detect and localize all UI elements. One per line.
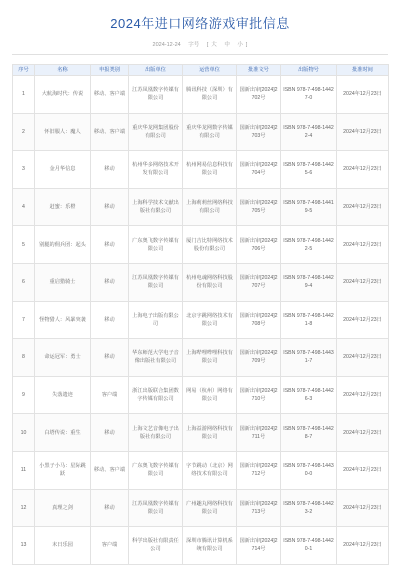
row-number-cell: 5 xyxy=(13,226,35,264)
table-row xyxy=(13,188,389,226)
table-row xyxy=(13,527,389,565)
font-size-large-button[interactable]: 大 xyxy=(211,42,217,48)
publisher-cell: 华东师范大学电子音像出版社有限公司 xyxy=(129,339,183,377)
table-row xyxy=(13,76,389,114)
operator-cell: 字节跳动（北京）网络技术有限公司 xyxy=(183,451,237,489)
operator-cell: 重庆华龙网数字传媒有限公司 xyxy=(183,113,237,151)
approval-number-cell: 国新出审[2024]2703号 xyxy=(237,113,281,151)
category-cell: 移动、客户端 xyxy=(91,451,129,489)
approval-date-cell: 2024年12月23日 xyxy=(337,489,389,527)
game-name-cell: 真理之剑 xyxy=(35,489,91,527)
isbn-cell: ISBN 978-7-498-14422-5 xyxy=(281,226,337,264)
approval-date-cell: 2024年12月23日 xyxy=(337,451,389,489)
publisher-cell: 浙江出版联合集团数字传媒有限公司 xyxy=(129,376,183,414)
column-header: 批准时间 xyxy=(337,65,389,76)
operator-cell: 上海哔哩哔哩科技有限公司 xyxy=(183,339,237,377)
category-cell: 移动 xyxy=(91,339,129,377)
approval-date-cell: 2024年12月23日 xyxy=(337,226,389,264)
operator-cell: 网易（杭州）网络有限公司 xyxy=(183,376,237,414)
isbn-cell: ISBN 978-7-498-14427-0 xyxy=(281,76,337,114)
operator-cell: 广州趣丸网络科技有限公司 xyxy=(183,489,237,527)
approval-number-cell: 国新出审[2024]2710号 xyxy=(237,376,281,414)
game-name-cell: 命运冠军：勇士 xyxy=(35,339,91,377)
isbn-cell: ISBN 978-7-498-14426-3 xyxy=(281,376,337,414)
column-header: 申报类别 xyxy=(91,65,129,76)
approval-number-cell: 国新出审[2024]2708号 xyxy=(237,301,281,339)
table-row xyxy=(13,451,389,489)
publisher-cell: 江苏凤凰数字传媒有限公司 xyxy=(129,263,183,301)
isbn-cell: ISBN 978-7-498-14429-4 xyxy=(281,263,337,301)
table-row xyxy=(13,339,389,377)
approval-number-cell: 国新出审[2024]2709号 xyxy=(237,339,281,377)
publisher-cell: 广东奥飞数字传媒有限公司 xyxy=(129,451,183,489)
table-row xyxy=(13,414,389,452)
operator-cell: 杭州网易信息科技有限公司 xyxy=(183,151,237,189)
category-cell: 移动 xyxy=(91,414,129,452)
table-body xyxy=(13,76,389,565)
isbn-cell: ISBN 978-7-498-14419-5 xyxy=(281,188,337,226)
isbn-cell: ISBN 978-7-498-14431-7 xyxy=(281,339,337,377)
game-name-cell: 怀旧服人：魔人 xyxy=(35,113,91,151)
approval-date-cell: 2024年12月23日 xyxy=(337,188,389,226)
game-name-cell: 失落遗迹 xyxy=(35,376,91,414)
row-number-cell: 10 xyxy=(13,414,35,452)
row-number-cell: 9 xyxy=(13,376,35,414)
operator-cell: 北京字跳网络技术有限公司 xyxy=(183,301,237,339)
approval-number-cell: 国新出审[2024]2707号 xyxy=(237,263,281,301)
publisher-cell: 上海电子出版有限公司 xyxy=(129,301,183,339)
isbn-cell: ISBN 978-7-498-14430-0 xyxy=(281,451,337,489)
table-row xyxy=(13,113,389,151)
column-header: 批准文号 xyxy=(237,65,281,76)
approval-number-cell: 国新出审[2024]2706号 xyxy=(237,226,281,264)
approval-date-cell: 2024年12月23日 xyxy=(337,414,389,452)
game-name-cell: 金月华信息 xyxy=(35,151,91,189)
operator-cell: 上海益游网络科技有限公司 xyxy=(183,414,237,452)
row-number-cell: 3 xyxy=(13,151,35,189)
publisher-cell: 上海文艺音像电子出版社有限公司 xyxy=(129,414,183,452)
category-cell: 移动、客户端 xyxy=(91,113,129,151)
table-row xyxy=(13,301,389,339)
publisher-cell: 重庆华龙网集团股份有限公司 xyxy=(129,113,183,151)
approval-number-cell: 国新出审[2024]2705号 xyxy=(237,188,281,226)
row-number-cell: 6 xyxy=(13,263,35,301)
category-cell: 移动 xyxy=(91,226,129,264)
column-header: 名称 xyxy=(35,65,91,76)
game-name-cell: 重启猎骑士 xyxy=(35,263,91,301)
isbn-cell: ISBN 978-7-498-14421-8 xyxy=(281,301,337,339)
row-number-cell: 13 xyxy=(13,527,35,565)
publisher-cell: 广东奥飞数字传媒有限公司 xyxy=(129,226,183,264)
publisher-cell: 江苏凤凰数字传媒有限公司 xyxy=(129,76,183,114)
game-name-cell: 末日乐园 xyxy=(35,527,91,565)
publisher-cell: 科学出版社有限责任公司 xyxy=(129,527,183,565)
operator-cell: 深圳市腾讯计算机系统有限公司 xyxy=(183,527,237,565)
publisher-cell: 杭州华多网络技术开发有限公司 xyxy=(129,151,183,189)
row-number-cell: 12 xyxy=(13,489,35,527)
game-name-cell: 别腿的佣兵团：起头 xyxy=(35,226,91,264)
game-name-cell: 赶蜜：乐橙 xyxy=(35,188,91,226)
operator-cell: 腾讯科技（深圳）有限公司 xyxy=(183,76,237,114)
approval-date-cell: 2024年12月23日 xyxy=(337,113,389,151)
approval-number-cell: 国新出审[2024]2702号 xyxy=(237,76,281,114)
table-row xyxy=(13,263,389,301)
isbn-cell: ISBN 978-7-498-14420-1 xyxy=(281,527,337,565)
publish-date: 2024-12-24 xyxy=(152,42,181,48)
row-number-cell: 8 xyxy=(13,339,35,377)
game-name-cell: 怪物猎人：风暴突袭 xyxy=(35,301,91,339)
approval-date-cell: 2024年12月23日 xyxy=(337,151,389,189)
isbn-cell: ISBN 978-7-498-14428-7 xyxy=(281,414,337,452)
approval-date-cell: 2024年12月23日 xyxy=(337,527,389,565)
category-cell: 移动、客户端 xyxy=(91,76,129,114)
category-cell: 移动 xyxy=(91,489,129,527)
table-header-row xyxy=(13,65,389,76)
game-name-cell: 大航海时代：传说 xyxy=(35,76,91,114)
row-number-cell: 7 xyxy=(13,301,35,339)
font-size-small-button[interactable]: 小 xyxy=(237,42,243,48)
table-row xyxy=(13,376,389,414)
publisher-cell: 上海科学技术文献出版社有限公司 xyxy=(129,188,183,226)
isbn-cell: ISBN 978-7-498-14425-6 xyxy=(281,151,337,189)
column-header: 出版物号 xyxy=(281,65,337,76)
approval-number-cell: 国新出审[2024]2712号 xyxy=(237,451,281,489)
table-row xyxy=(13,151,389,189)
meta-bar: 2024-12-24 字号 [ 大 中 小 ] xyxy=(152,42,248,48)
category-cell: 移动 xyxy=(91,301,129,339)
font-size-label: 字号 xyxy=(188,42,200,48)
category-cell: 客户端 xyxy=(91,527,129,565)
row-number-cell: 11 xyxy=(13,451,35,489)
operator-cell: 厦门吉比特网络技术股份有限公司 xyxy=(183,226,237,264)
row-number-cell: 1 xyxy=(13,76,35,114)
game-name-cell: 白塔传说：重生 xyxy=(35,414,91,452)
page-title: 2024年进口网络游戏审批信息 xyxy=(110,16,290,31)
table-row xyxy=(13,489,389,527)
column-header: 序号 xyxy=(13,65,35,76)
table-row xyxy=(13,226,389,264)
column-header: 出版单位 xyxy=(129,65,183,76)
operator-cell: 上海莉莉丝网络科技有限公司 xyxy=(183,188,237,226)
approval-date-cell: 2024年12月23日 xyxy=(337,339,389,377)
category-cell: 移动 xyxy=(91,263,129,301)
divider xyxy=(12,54,388,55)
approval-date-cell: 2024年12月23日 xyxy=(337,376,389,414)
game-name-cell: 小黑子小马：星际跳跃 xyxy=(35,451,91,489)
approval-table xyxy=(12,64,389,565)
operator-cell: 杭州电魂网络科技股份有限公司 xyxy=(183,263,237,301)
row-number-cell: 4 xyxy=(13,188,35,226)
column-header: 运营单位 xyxy=(183,65,237,76)
approval-number-cell: 国新出审[2024]2713号 xyxy=(237,489,281,527)
category-cell: 客户端 xyxy=(91,376,129,414)
category-cell: 移动 xyxy=(91,188,129,226)
category-cell: 移动 xyxy=(91,151,129,189)
approval-date-cell: 2024年12月23日 xyxy=(337,76,389,114)
approval-number-cell: 国新出审[2024]2704号 xyxy=(237,151,281,189)
approval-number-cell: 国新出审[2024]2714号 xyxy=(237,527,281,565)
font-size-medium-button[interactable]: 中 xyxy=(224,42,230,48)
publisher-cell: 江苏凤凰数字传媒有限公司 xyxy=(129,489,183,527)
row-number-cell: 2 xyxy=(13,113,35,151)
approval-number-cell: 国新出审[2024]2711号 xyxy=(237,414,281,452)
isbn-cell: ISBN 978-7-498-14423-2 xyxy=(281,489,337,527)
approval-date-cell: 2024年12月23日 xyxy=(337,301,389,339)
isbn-cell: ISBN 978-7-498-14422-4 xyxy=(281,113,337,151)
approval-date-cell: 2024年12月23日 xyxy=(337,263,389,301)
